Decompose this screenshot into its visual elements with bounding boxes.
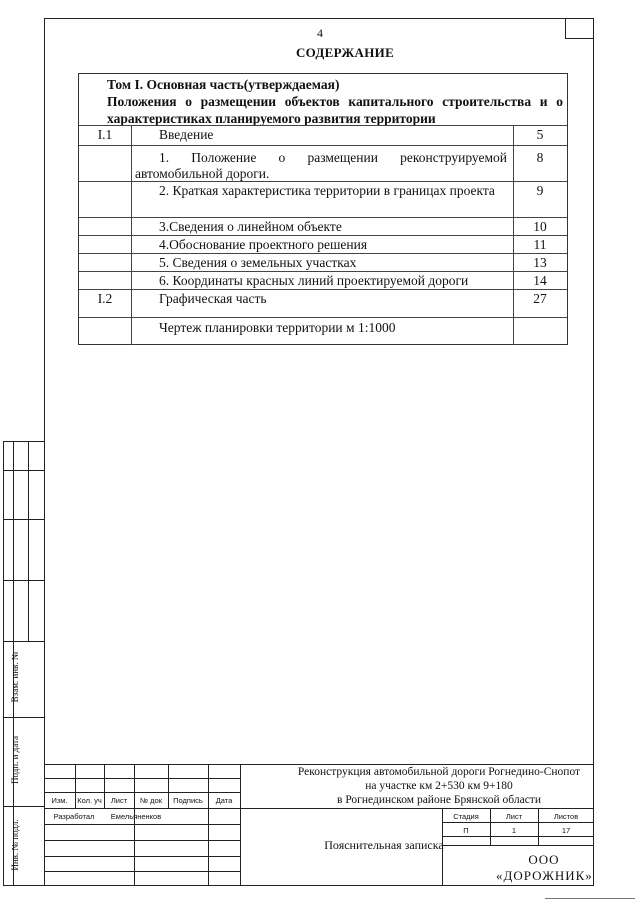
sheets-label: Листов [553,812,579,821]
volume-subtitle: Положения о размещении объектов капитального строительства и о характеристиках планируемого развития территории [107,94,563,126]
side-divider [28,441,29,641]
toc-title: 4.Обоснование проектного решения [159,237,368,252]
project-description [284,765,594,807]
sheets-value: 17 [561,826,571,835]
toc-page: 11 [533,237,547,252]
sheet-label: Лист [505,812,523,821]
side-divider [3,580,45,581]
stamp-line [44,808,594,809]
toc-page: 14 [533,273,547,288]
label-podp-data: Подп. и дата [10,735,20,785]
organization-name: ООО «ДОРОЖНИК» [496,852,593,883]
page-number: 4 [317,26,323,40]
toc-title: 1. Положение о размещении реконструируемой автомобильной дороги. [135,150,507,181]
stamp-line [44,778,240,779]
toc-num: I.2 [97,291,113,306]
table-row [79,145,567,181]
toc-title: Графическая часть [159,291,267,306]
stamp-col-ndok: № док [140,796,162,805]
table-row [79,317,567,335]
stage-value: П [463,826,469,835]
stamp-line [240,764,241,886]
table-row [79,235,567,252]
stamp-line [134,764,135,886]
toc-title: 3.Сведения о линейном объекте [159,219,342,234]
stamp-author: Емельяненков [110,812,162,821]
project-line: на участке км 2+530 км 9+180 [365,780,513,792]
table-row [79,271,567,288]
toc-page: 9 [536,183,544,198]
toc-title: 2. Краткая характеристика территории в границах проекта [159,183,495,198]
stamp-razrabotal: Разработал [53,812,95,821]
stamp-line [442,822,594,823]
toc-page: 13 [533,255,547,270]
bottom-line [545,898,635,899]
stamp-line [442,836,594,837]
document-type: Пояснительная записка [324,838,444,852]
stage-label: Стадия [453,812,479,821]
stamp-line [44,840,240,841]
toc-title: Введение [159,127,214,142]
volume-header [83,76,563,127]
side-divider [3,519,45,520]
stamp-line [44,856,240,857]
volume-title: Том I. Основная часть(утверждаемая) [107,77,340,92]
stamp-col-list: Лист [110,796,128,805]
toc-title: 5. Сведения о земельных участках [159,255,357,270]
table-row [79,217,567,234]
corner-box [565,18,594,39]
table-row [79,253,567,270]
table-row [79,125,567,142]
stamp-col-izm: Изм. [51,796,68,805]
stamp-line [44,824,240,825]
stamp-col-data: Дата [215,796,233,805]
stamp-col-kol: Кол. уч [77,796,102,805]
title-block [44,764,594,886]
toc-page: 10 [533,219,547,234]
toc-page: 8 [536,150,544,165]
stamp-line [44,871,240,872]
table-row [79,181,567,198]
project-line: Реконструкция автомобильной дороги Рогнедино-Снопот [297,766,581,778]
toc-title: 6. Координаты красных линий проектируемой дороги [159,273,469,288]
page-title: СОДЕРЖАНИЕ [295,45,395,60]
toc-title: Чертеж планировки территории м 1:1000 [159,320,396,335]
label-vzam-inv: Взам. инв. № [10,651,20,703]
toc-page: 27 [533,291,547,306]
stamp-line [44,792,240,793]
stamp-line [208,764,209,886]
sheet-value: 1 [511,826,517,835]
stamp-col-podp: Подпись [173,796,203,805]
toc-num: I.1 [97,127,113,142]
toc-table [78,73,568,345]
side-divider [3,470,45,471]
label-inv-podl: Инв. № подл. [10,819,20,871]
table-row [79,289,567,306]
project-line: в Рогнединском районе Брянской области [337,794,541,806]
toc-page: 5 [536,127,544,142]
